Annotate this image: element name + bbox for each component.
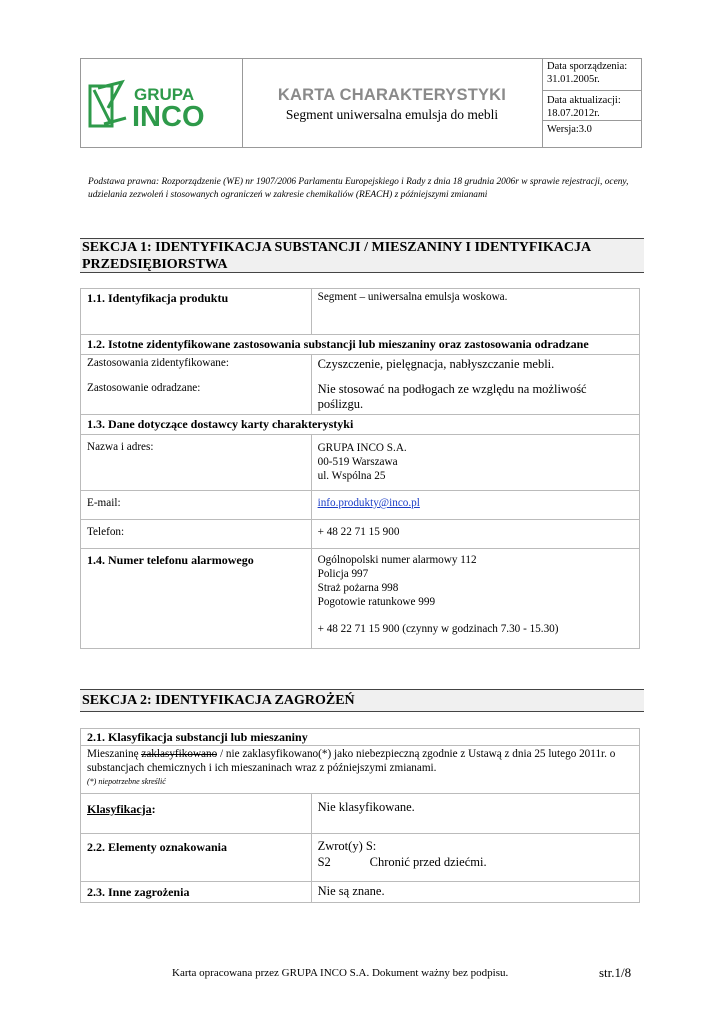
s14-label: 1.4. Numer telefonu alarmowego bbox=[81, 549, 312, 649]
document-subtitle: Segment uniwersalna emulsja do mebli bbox=[285, 107, 499, 122]
date-updated-label: Data aktualizacji: bbox=[547, 95, 621, 106]
logo-word-inco: INCO bbox=[132, 101, 205, 132]
phone-value: + 48 22 71 15 900 bbox=[311, 520, 639, 549]
emergency-extra: + 48 22 71 15 900 (czynny w godzinach 7.30 - 15.30) bbox=[317, 623, 559, 635]
s11-label: 1.1. Identyfikacja produktu bbox=[81, 289, 312, 335]
document-title: KARTA CHARAKTERYSTYKI bbox=[277, 86, 507, 104]
address-line: 00-519 Warszawa bbox=[317, 456, 398, 468]
table-row bbox=[81, 491, 640, 520]
table-row bbox=[81, 729, 640, 746]
grupa-inco-logo bbox=[86, 78, 236, 132]
table-row bbox=[81, 415, 640, 435]
use-discouraged-value: Nie stosować na podłogach ze względu na możliwość poślizgu. bbox=[317, 382, 587, 411]
page-number: str.1/8 bbox=[599, 965, 632, 980]
use-identified-label: Zastosowania zidentyfikowane: bbox=[87, 357, 229, 369]
table-row bbox=[81, 355, 640, 415]
table-row bbox=[81, 882, 640, 903]
use-discouraged-label: Zastosowanie odradzane: bbox=[87, 382, 201, 394]
table-row bbox=[81, 549, 640, 649]
s11-value: Segment – uniwersalna emulsja woskowa. bbox=[311, 289, 639, 335]
s22-line1: Zwrot(y) S: bbox=[317, 839, 377, 853]
address-label: Nazwa i adres: bbox=[81, 435, 312, 491]
footer-text: Karta opracowana przez GRUPA INCO S.A. Dokument ważny bez podpisu. bbox=[172, 967, 509, 979]
section2-heading: SEKCJA 2: IDENTYFIKACJA ZAGROŻEŃ bbox=[80, 689, 644, 712]
s21-note: (*) niepotrzebne skreślić bbox=[87, 777, 166, 786]
date-updated: 18.07.2012r. bbox=[547, 108, 600, 119]
meta-divider bbox=[542, 90, 642, 91]
table-row bbox=[81, 834, 640, 882]
s21-text-post: / nie zaklasyfikowano(*) jako niebezpieczną zgodnie z Ustawą z dnia 25 lutego 2011r. o substancjach chemicznych i ich mieszaninach wraz z późniejszymi zmianami. bbox=[87, 748, 616, 774]
s22-label: 2.2. Elementy oznakowania bbox=[81, 834, 312, 882]
s22-text: Chronić przed dziećmi. bbox=[369, 855, 487, 869]
date-created-label: Data sporządzenia: bbox=[547, 61, 628, 72]
section1-heading: SEKCJA 1: IDENTYFIKACJA SUBSTANCJI / MIESZANINY I IDENTYFIKACJA PRZEDSIĘBIORSTWA bbox=[80, 238, 644, 273]
classification-value: Nie klasyfikowane. bbox=[311, 794, 639, 834]
s21-text-pre: Mieszaninę bbox=[87, 748, 142, 760]
section2-table bbox=[80, 728, 640, 903]
version: Wersja:3.0 bbox=[547, 124, 592, 135]
legal-basis: Podstawa prawna: Rozporządzenie (WE) nr 1907/2006 Parlamentu Europejskiego i Rady z dnia 18 grudnia 2006r w sprawie rejestracji, oceny, udzielania zezwoleń i stosowanych ograniczeń w zakresie chemikaliów (REACH) z późniejszymi zmianami bbox=[88, 177, 629, 200]
section1-table bbox=[80, 288, 640, 649]
address-line: ul. Wspólna 25 bbox=[317, 470, 386, 482]
meta-divider bbox=[542, 120, 642, 121]
s13-heading: 1.3. Dane dotyczące dostawcy karty charakterystyki bbox=[81, 415, 640, 435]
use-identified-value: Czyszczenie, pielęgnacja, nabłyszczanie mebli. bbox=[317, 357, 555, 371]
table-row bbox=[81, 746, 640, 794]
table-row bbox=[81, 289, 640, 335]
emergency-line: Ogólnopolski numer alarmowy 112 bbox=[317, 554, 477, 566]
emergency-line: Pogotowie ratunkowe 999 bbox=[317, 596, 436, 608]
date-created: 31.01.2005r. bbox=[547, 74, 600, 85]
address-line: GRUPA INCO S.A. bbox=[317, 442, 407, 454]
classification-label: Klasyfikacja bbox=[87, 802, 152, 816]
table-row bbox=[81, 335, 640, 355]
email-link[interactable]: info.produkty@inco.pl bbox=[317, 497, 420, 509]
s23-value: Nie są znane. bbox=[311, 882, 639, 903]
s21-text-struck: zaklasyfikowano bbox=[141, 748, 218, 760]
logo-word-grupa: GRUPA bbox=[134, 85, 195, 104]
table-row bbox=[81, 435, 640, 491]
s12-heading: 1.2. Istotne zidentyfikowane zastosowania substancji lub mieszaniny oraz zastosowania odradzane bbox=[87, 337, 589, 351]
classification-colon: : bbox=[151, 802, 156, 816]
s22-code: S2 bbox=[317, 855, 331, 869]
table-row bbox=[81, 520, 640, 549]
table-row bbox=[81, 794, 640, 834]
emergency-line: Policja 997 bbox=[317, 568, 369, 580]
s21-heading: 2.1. Klasyfikacja substancji lub mieszaniny bbox=[81, 729, 640, 746]
emergency-line: Straż pożarna 998 bbox=[317, 582, 399, 594]
phone-label: Telefon: bbox=[81, 520, 312, 549]
s23-label: 2.3. Inne zagrożenia bbox=[81, 882, 312, 903]
email-label: E-mail: bbox=[81, 491, 312, 520]
